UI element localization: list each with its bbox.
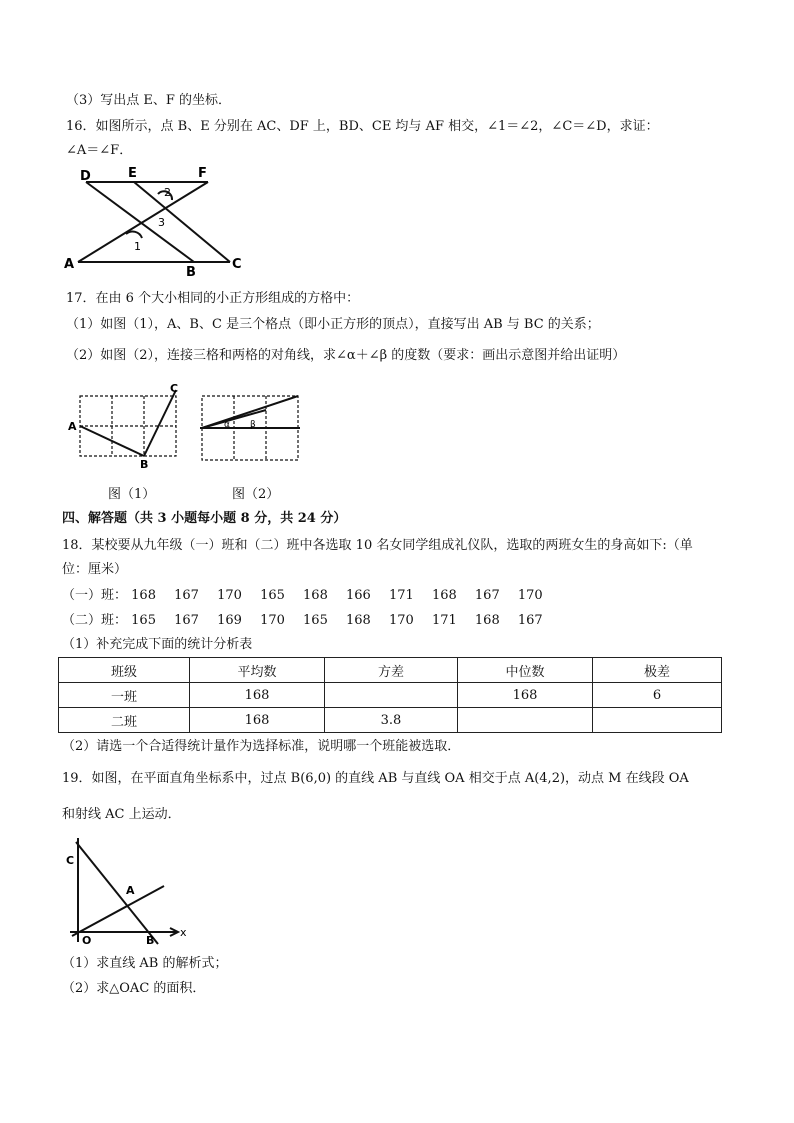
line-CB	[76, 842, 158, 944]
table-cell: 一班	[59, 683, 190, 708]
q18-class2-row	[62, 612, 543, 630]
class2-height: 171	[431, 613, 457, 628]
class2-height: 165	[131, 613, 156, 628]
label-D: D	[80, 169, 91, 184]
q16-text-line1: 16．如图所示，点 B、E 分别在 AC、DF 上，BD、CE 均与 AF 相交，∠1＝∠2，∠C＝∠D，求证：	[66, 119, 659, 134]
class1-height: 171	[388, 588, 414, 603]
q19-part2: （2）求△OAC 的面积．	[62, 981, 206, 996]
angle-arc-1	[126, 231, 142, 238]
table-header: 极差	[593, 658, 722, 683]
q19-text-line1: 19．如图，在平面直角坐标系中，过点 B(6,0) 的直线 AB 与直线 OA 相交于点 A(4,2)，动点 M 在线段 OA	[62, 771, 689, 786]
q16-figure	[60, 164, 250, 276]
q17-intro: 17．在由 6 个大小相同的小正方形组成的方格中：	[66, 291, 360, 306]
class1-height: 167	[174, 588, 199, 603]
line-EC	[134, 182, 230, 262]
table-row	[59, 683, 722, 708]
q18-part1: （1）补充完成下面的统计分析表	[62, 637, 253, 652]
class2-height: 167	[517, 613, 543, 628]
class1-height: 167	[474, 588, 500, 603]
table-row	[59, 708, 722, 733]
table-cell: 6	[593, 683, 722, 708]
label-B: B	[186, 265, 196, 276]
table-cell	[325, 683, 458, 708]
table-cell: 168	[190, 683, 325, 708]
q19-figure	[62, 836, 192, 948]
class1-height: 165	[260, 588, 285, 603]
coord-label-x: x	[180, 926, 187, 939]
label-E: E	[128, 166, 137, 181]
q18-text-line1: 18．某校要从九年级（一）班和（二）班中各选取 10 名女同学组成礼仪队，选取的两班女生的身高如下:（单	[62, 538, 693, 553]
table-cell	[593, 708, 722, 733]
coord-label-A: A	[126, 884, 135, 897]
table-header: 中位数	[458, 658, 593, 683]
table-header: 方差	[325, 658, 458, 683]
label-A: A	[64, 257, 75, 272]
table-cell: 二班	[59, 708, 190, 733]
coord-label-C: C	[66, 854, 75, 867]
class2-height: 165	[303, 613, 328, 628]
line-AF	[78, 182, 208, 262]
label-angle-3: 3	[158, 216, 165, 229]
q19-text-line2: 和射线 AC 上运动．	[62, 807, 181, 822]
q17-part1: （1）如图（1），A、B、C 是三个格点（即小正方形的顶点），直接写出 AB 与 BC 的关系；	[66, 317, 600, 332]
class2-height: 168	[346, 613, 371, 628]
q17-figure-1	[66, 384, 186, 470]
label-angle-2: 2	[164, 186, 171, 199]
class2-label: （二）班：	[62, 613, 128, 628]
class1-height: 168	[431, 588, 457, 603]
fig2-caption: 图（2）	[232, 487, 280, 502]
table-cell: 168	[458, 683, 593, 708]
coord-label-B: B	[146, 934, 155, 947]
q18-text-line2: 位：厘米）	[62, 562, 128, 577]
class1-height: 170	[217, 588, 242, 603]
table-header: 平均数	[190, 658, 325, 683]
stat-table	[58, 657, 722, 733]
class2-height: 170	[388, 613, 414, 628]
class1-height: 168	[303, 588, 328, 603]
class1-height: 166	[346, 588, 371, 603]
class2-height: 167	[174, 613, 199, 628]
class1-height: 168	[131, 588, 156, 603]
label-angle-1: 1	[134, 240, 141, 253]
class2-height: 168	[474, 613, 500, 628]
table-cell: 3.8	[325, 708, 458, 733]
table-header: 班级	[59, 658, 190, 683]
q15-part3: （3）写出点 E、F 的坐标．	[66, 93, 232, 108]
label-C: C	[232, 257, 242, 272]
q19-part1: （1）求直线 AB 的解析式；	[62, 956, 228, 971]
table-cell: 168	[190, 708, 325, 733]
class2-height: 170	[260, 613, 285, 628]
table-header-row	[59, 658, 722, 683]
section4-heading: 四、解答题（共 3 小题每小题 8 分，共 24 分）	[62, 511, 347, 526]
fig1-label-B: B	[140, 458, 149, 470]
coord-label-O: O	[82, 934, 92, 947]
fig1-caption: 图（1）	[108, 487, 156, 502]
table-cell	[458, 708, 593, 733]
fig2-label-beta: β	[250, 420, 256, 430]
class1-label: （一）班：	[62, 588, 128, 603]
label-F: F	[198, 166, 207, 181]
fig2-label-alpha: α	[224, 420, 230, 430]
segment-BC	[144, 390, 176, 456]
class2-height: 169	[217, 613, 242, 628]
q18-part2: （2）请选一个合适得统计量作为选择标准，说明哪一个班能被选取．	[62, 739, 461, 754]
q16-text-line2: ∠A＝∠F．	[66, 143, 133, 158]
q17-part2: （2）如图（2），连接三格和两格的对角线，求∠α＋∠β 的度数（要求：画出示意图并给出证明）	[66, 348, 626, 363]
fig1-label-C: C	[170, 384, 179, 395]
q17-figure-2	[196, 390, 306, 466]
class1-height: 170	[517, 588, 543, 603]
fig1-label-A: A	[68, 420, 77, 433]
q18-class1-row	[62, 587, 543, 605]
